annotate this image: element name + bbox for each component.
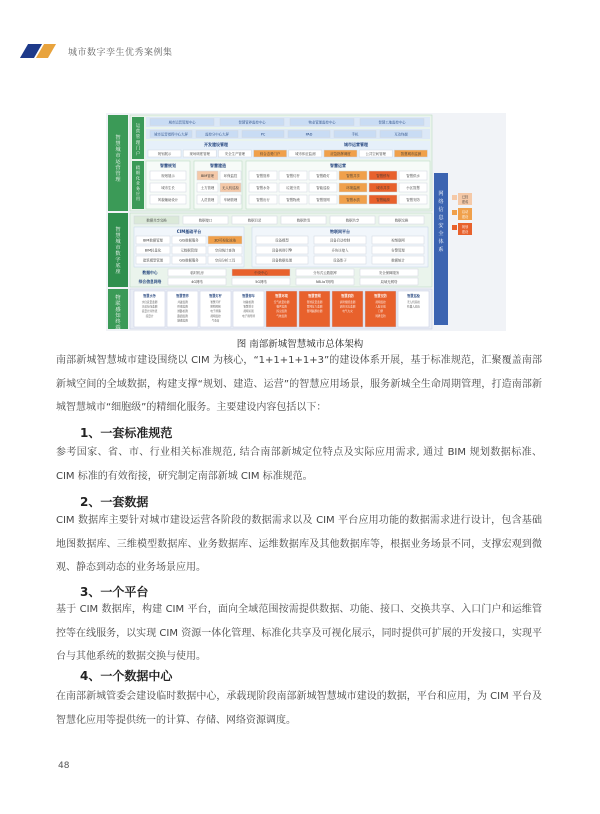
cim-item-label: 空间统计查询 [214, 248, 236, 253]
ops-band-label: 营 [115, 165, 121, 171]
base-item-label: 数据共享 [345, 218, 360, 223]
cim-item-label: BIM数据管理 [143, 238, 163, 243]
iot-item-label: 设备模型 [275, 238, 289, 243]
mgmt-item-label: 应急指挥调度 [330, 151, 351, 156]
terminal-item: 电子诱导屏 [242, 314, 255, 318]
terminal-item: 视频监控 [210, 314, 221, 318]
terminal-item: 道路检测 [177, 310, 188, 314]
page-header [18, 44, 173, 58]
portal-label: 理 [135, 140, 141, 146]
mgmt-item-label: 城市体征监测 [295, 151, 316, 156]
cim-item-label: BIM轻量化 [144, 248, 162, 253]
ops-item-label: 智慧水务 [256, 185, 270, 190]
refined-label: 细 [135, 170, 141, 176]
plan-item-label: 风貌辅助设计 [157, 197, 179, 202]
ops-band-label: 慧 [115, 141, 121, 147]
security-band-label: 网 [438, 191, 444, 197]
net-item-label: 5G网络 [255, 279, 267, 284]
portal-label: 管 [135, 135, 141, 141]
legend-label: 建设 [461, 230, 469, 234]
base-band-label: 城 [115, 239, 121, 245]
security-band-label: 息 [438, 215, 444, 221]
terminal-item: 电子屏幕 [210, 310, 221, 314]
base-band-label: 市 [115, 245, 121, 251]
ops-item-label: 智慧灯杆 [286, 173, 300, 178]
dc-item-label: 临时机房 [190, 270, 204, 275]
legend-swatch [452, 195, 457, 200]
mgmt-item-label: 规划展示 [157, 151, 172, 156]
mgmt-item-label: 综合态势门户 [259, 151, 281, 156]
terminal-band-label: 物 [115, 295, 121, 301]
cim-item-label: 元数据管理 [180, 248, 198, 253]
ops-item-label: 智慧出行 [256, 197, 270, 202]
cim-item-label: 建筑模型管理 [142, 258, 164, 263]
base-band-label: 字 [115, 257, 121, 263]
mgmt-title-ops: 城市运营管理 [344, 142, 368, 147]
security-band-label: 系 [438, 247, 444, 253]
base-band-label: 智 [115, 227, 121, 233]
mgmt-title-dev: 开发建设管理 [204, 142, 228, 147]
terminal-item: 扬尘监测 [276, 310, 287, 314]
cim-item-label: GIS数据服务 [179, 258, 199, 263]
build-item-label: 人员管理 [200, 197, 215, 202]
terminal-item: 管网压力监测 [306, 305, 323, 309]
app-group-title: 智慧运营 [330, 163, 346, 168]
plan-item-label: 城市生长 [161, 185, 175, 190]
refined-label: 精 [135, 165, 141, 170]
data-center-label: 数据中心 [142, 270, 158, 275]
terminal-item: 地磁检测 [243, 301, 254, 304]
mgmt-item-label: 现场调度管理 [189, 151, 210, 156]
architecture-diagram [106, 113, 506, 331]
terminal-band-label: 知 [115, 313, 121, 319]
portal-item-label: 物业管理监控中心 [308, 120, 336, 125]
terminal-item: 电气火灾 [342, 310, 353, 314]
terminal-item: 流量计远传表 [141, 310, 158, 314]
portal-item-label: 智慧管养监控中心 [238, 120, 266, 125]
section-2-heading: 2、一套数据 [80, 495, 149, 509]
ops-item-label: 智慧安防 [406, 197, 420, 202]
terminal-band-label: 端 [115, 325, 121, 331]
legend-label: 建成 [461, 200, 469, 204]
mgmt-item-label: 安全生产管理 [224, 151, 246, 156]
iot-item-label: 设备启动控制 [329, 238, 351, 243]
terminal-group-title: 智慧灯杆 [209, 294, 222, 298]
section-2-body: CIM 数据库主要针对城市建设运营各阶段的数据需求以及 CIM 平台应用功能的数据需求进行设计，包含基础地图数据库、三维模型数据库、业务数据库、运维数据库及其他数据库等，根据业务场景不同，支撑宏观到微观、静态到动态的业务场景应用。 [56, 515, 542, 573]
plan-item-label: 规划展示 [161, 173, 175, 178]
legend-label: 已经 [461, 195, 469, 199]
base-item-label: 数据共享交换 [146, 218, 167, 223]
security-band-label: 信 [438, 207, 444, 213]
cim-label: CIM基础平台 [176, 229, 202, 234]
portal-screen-item-label: 监控分中心大屏 [205, 132, 229, 137]
net-item-label: 局域光网络 [380, 279, 398, 284]
publication-title: 城市数字孪生优秀案例集 [68, 47, 173, 58]
terminal-item: 管网漏损检测 [306, 310, 323, 314]
section-3-body: 基于 CIM 数据库，构建 CIM 平台，面向全域范围按需提供数据、功能、接口、交换共享、入口门户和运维管控等在线服务，以实现 CIM 资源一体化管理、标准化共享及可视化展示，同时提供可扩展的开发接口，实现平台与其他系统的数据交换与使用。 [56, 604, 542, 662]
portal-screen-item-label: 手机 [351, 132, 359, 137]
ops-item-label: 智慧共享 [346, 173, 360, 178]
refined-label: 用 [135, 196, 141, 202]
ops-item-label: 智慧路灯 [316, 173, 330, 178]
ops-item-label: 城市共享 [376, 185, 390, 190]
page-number: 48 [58, 761, 70, 771]
dc-item-label: 中央中心 [254, 270, 268, 275]
ops-item-label: 智慧管养 [256, 173, 270, 178]
base-band-label: 座 [115, 269, 121, 275]
app-group-title: 智慧规划 [160, 163, 176, 168]
terminal-group-title: 智慧管网 [308, 294, 321, 298]
cim-item-label: 空间分析工具 [214, 258, 236, 263]
terminal-group-title: 智慧环境 [275, 294, 288, 298]
build-item-label: 车辆管理 [223, 197, 238, 202]
legend-label: 建设 [461, 215, 469, 219]
security-band-label: 络 [438, 199, 444, 205]
base-item-label: 数据交换 [394, 218, 409, 223]
ops-item-label: 智慧管网 [316, 197, 330, 202]
ops-band-label: 市 [115, 153, 121, 159]
terminal-item: 气象监测 [276, 314, 287, 318]
build-item-label: 无人机巡检 [222, 185, 239, 190]
section-1-heading: 1、一套标准规范 [80, 426, 173, 440]
build-item-label: 环保监控 [223, 173, 238, 178]
dc-item-label: 安全保障服务 [378, 270, 400, 275]
base-band-label: 慧 [115, 233, 121, 239]
terminal-item: 照明控制 [210, 305, 221, 309]
ops-item-label: 智慧水质 [346, 197, 360, 202]
iot-item-label: 设备影子 [333, 258, 347, 263]
terminal-item: 空气质量检测 [273, 301, 290, 304]
terminal-item: 噪声监测 [276, 305, 287, 309]
ops-band-label: 理 [115, 177, 121, 183]
refined-label: 应 [135, 191, 141, 196]
ops-item-label: 智慧物流 [286, 197, 300, 202]
base-item-label: 数据接口 [198, 218, 213, 223]
terminal-item: 门禁 [377, 310, 384, 314]
terminal-group-title: 智慧停车 [242, 294, 255, 298]
terminal-item: 管道流量监测 [306, 301, 323, 304]
section-3-heading: 3、一个平台 [80, 585, 149, 599]
base-item-label: 数据目录 [247, 218, 262, 223]
terminal-band-label: 终 [115, 319, 121, 325]
iot-item-label: 设备数据处理 [271, 258, 293, 263]
base-item-label: 数据转发 [296, 218, 311, 223]
terminal-item: 流量计 [145, 314, 154, 318]
iot-item-label: 视频联网 [391, 238, 405, 243]
ops-item-label: 智慧能源 [376, 197, 390, 202]
ops-band-label: 管 [115, 171, 121, 177]
terminal-item: 智慧灯杆 [210, 301, 221, 304]
ops-item-label: 小区智慧 [406, 185, 420, 190]
portal-label: 门 [135, 146, 141, 152]
dc-item-label: 分布式云数据库 [313, 270, 337, 275]
refined-label: 务 [135, 185, 141, 191]
build-item-label: 土方管理 [200, 185, 215, 190]
terminal-band-label: 感 [115, 307, 121, 313]
portal-screen-item-label: PAD [305, 132, 313, 137]
portal-label: 运 [135, 124, 141, 129]
terminal-item: 无人机巡检 [407, 301, 420, 304]
portal-screen-item-label: PC [260, 132, 266, 137]
network-label: 综合信息网络 [138, 279, 162, 284]
terminal-item: 井盖监测 [177, 301, 188, 304]
base-band-label: 底 [115, 263, 121, 269]
cim-item-label: 3D可视化渲染 [214, 238, 236, 243]
legend-swatch [452, 210, 457, 215]
terminal-item: 气象站 [211, 319, 220, 323]
terminal-item: 水位流量监测 [141, 301, 158, 304]
portal-screen-item-label: 互动终端 [394, 132, 408, 137]
legend-swatch [452, 225, 457, 230]
ops-band-label: 城 [115, 147, 121, 153]
terminal-item: 隧道监测 [177, 319, 188, 323]
terminal-item: 人脸识别 [375, 305, 386, 309]
net-item-label: 4G网络 [191, 279, 203, 284]
mgmt-item-label: 公共空间管理 [365, 151, 386, 156]
figure-caption: 图 南部新城智慧城市总体架构 [236, 339, 364, 350]
terminal-group-title: 智慧巡检 [407, 294, 420, 298]
refined-label: 化 [135, 175, 141, 181]
iot-label: 物联网平台 [330, 229, 350, 234]
terminal-item: 周界安防 [375, 314, 386, 318]
ops-item-label: 环境监测 [346, 185, 360, 190]
mgmt-item-label: 智慧城市监测 [400, 151, 422, 156]
base-band-label: 数 [115, 251, 121, 257]
terminal-item: 视频监控 [375, 301, 386, 304]
ops-item-label: 智慧供水 [406, 173, 420, 178]
ops-item-label: 智能巡检 [316, 185, 330, 190]
cim-item-label: GIS数据服务 [179, 238, 199, 243]
ops-item-label: 智慧停车 [376, 173, 390, 178]
portal-label: 营 [135, 129, 141, 135]
security-band-label: 安 [438, 223, 444, 229]
iot-item-label: 设备规则引擎 [271, 248, 293, 253]
terminal-group-title: 智慧消防 [341, 294, 354, 298]
build-item-label: BIM管理 [200, 173, 215, 178]
terminal-item: 视频识别 [243, 310, 254, 314]
terminal-group-title: 智慧安防 [374, 294, 387, 298]
ops-item-label: 垃圾分类 [286, 185, 300, 190]
section-4-body: 在南部新城管委会建设临时数据中心，承载现阶段南部新城智慧城市建设的数据，平台和应用，为 CIM 平台及智慧化应用等提供统一的计算、存储、网络资源调度。 [56, 691, 542, 726]
publication-logo [18, 44, 60, 58]
terminal-item: 路面监测 [177, 314, 188, 318]
section-1-body: 参考国家、省、市、行业相关标准规范, 结合南部新城定位特点及实际应用需求, 通过 BIM 规划数据标准、CIM 标准的有效衔接，研究制定南部新城 CIM 标准规范。 [56, 447, 542, 482]
terminal-group-title: 智慧管养 [176, 294, 189, 298]
ops-band-label: 智 [115, 135, 121, 141]
security-band-label: 全 [438, 231, 444, 237]
iot-item-label: 数据统计 [391, 258, 405, 263]
section-4-heading: 4、一个数据中心 [80, 669, 173, 683]
portal-item-label: 智慧工地监控中心 [378, 120, 406, 125]
portal-item-label: 城市运营管理中心 [168, 120, 196, 125]
terminal-item: 桥梁监测 [177, 305, 188, 309]
terminal-group-title: 智慧水务 [143, 294, 156, 298]
terminal-item: 智慧停车 [243, 305, 254, 309]
iot-item-label: 告警管理 [391, 248, 405, 253]
terminal-item: 水质在线监测 [141, 305, 158, 309]
app-group-title: 智慧建造 [210, 163, 226, 168]
terminal-item: 机器人巡检 [407, 305, 420, 309]
net-item-label: NB-IoT网络 [315, 279, 335, 284]
security-band-label: 体 [438, 239, 444, 245]
intro-paragraph: 南部新城智慧城市建设围绕以 CIM 为核心，“1+1+1+1+3”的建设体系开展，基于标准规范，汇聚覆盖南部新城空间的全域数据，构建支撑“规划、建造、运营”的智慧应用场景，服务新城全生命周期管理，打造南部新城智慧城市“细胞级”的精细化服务。主要建设内容包括以下： [56, 355, 542, 413]
terminal-band-label: 联 [115, 301, 121, 307]
terminal-item: 消防水压监测 [339, 305, 356, 309]
terminal-item: 消防烟感监测 [339, 301, 356, 304]
architecture-figure [106, 113, 506, 331]
refined-label: 业 [135, 180, 141, 186]
legend-label: 启动 [461, 210, 469, 214]
portal-label: 户 [135, 152, 141, 157]
legend-label: 规划 [461, 225, 469, 229]
ops-band-label: 运 [115, 159, 121, 165]
portal-screen-item-label: 城市运营指挥中心大屏 [154, 132, 188, 137]
iot-item-label: 多协议接入 [331, 248, 349, 253]
